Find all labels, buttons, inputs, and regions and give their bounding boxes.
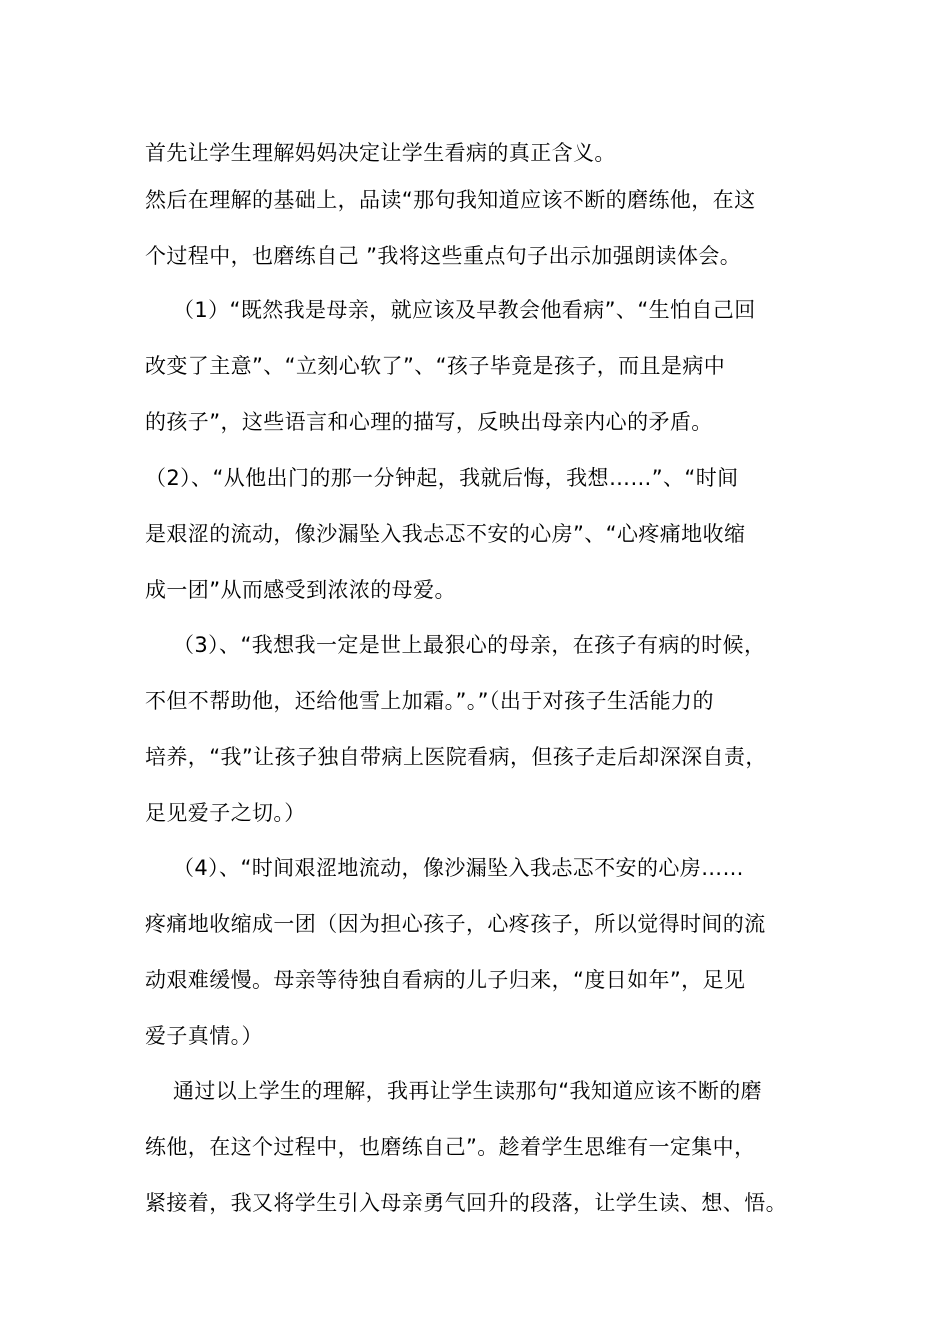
text-line: 首先让学生理解妈妈决定让学生看病的真正含义。 bbox=[145, 141, 616, 165]
text-line: 足见爱子之切。） bbox=[145, 801, 306, 825]
text-line: 练他，在这个过程中，也磨练自己”。趁着学生思维有一定集中， bbox=[145, 1135, 756, 1159]
text-line: 是艰涩的流动，像沙漏坠入我忐忑不安的心房”、“心疼痛地收缩 bbox=[145, 522, 746, 546]
text-line: （4）、“时间艰涩地流动，像沙漏坠入我忐忑不安的心房…… bbox=[173, 856, 744, 880]
text-line: 改变了主意”、“立刻心软了”、“孩子毕竟是孩子，而且是病中 bbox=[145, 354, 726, 378]
text-line: 然后在理解的基础上，品读“那句我知道应该不断的磨练他，在这 bbox=[145, 188, 756, 212]
text-line: （1）“既然我是母亲，就应该及早教会他看病”、“生怕自己回 bbox=[173, 298, 756, 322]
text-line: 个过程中，也磨练自己 ”我将这些重点句子出示加强朗读体会。 bbox=[145, 244, 742, 268]
text-line: 疼痛地收缩成一团（因为担心孩子，心疼孩子，所以觉得时间的流 bbox=[145, 912, 766, 936]
text-line: 的孩子”，这些语言和心理的描写，反映出母亲内心的矛盾。 bbox=[145, 410, 713, 434]
text-line: 培养，“我”让孩子独自带病上医院看病，但孩子走后却深深自责， bbox=[145, 745, 767, 769]
text-line: 成一团”从而感受到浓浓的母爱。 bbox=[145, 578, 456, 602]
text-line: 通过以上学生的理解，我再让学生读那句“我知道应该不断的磨 bbox=[173, 1079, 763, 1103]
text-line: 爱子真情。） bbox=[145, 1024, 263, 1048]
text-line: 紧接着，我又将学生引入母亲勇气回升的段落，让学生读、想、悟。 bbox=[145, 1191, 787, 1215]
text-line: 不但不帮助他，还给他雪上加霜。”。”（出于对孩子生活能力的 bbox=[145, 689, 714, 713]
text-line: （2）、“从他出门的那一分钟起，我就后悔，我想……”、“时间 bbox=[145, 466, 739, 490]
text-line: 动艰难缓慢。母亲等待独自看病的儿子归来，“度日如年”，足见 bbox=[145, 968, 746, 992]
text-line: （3）、“我想我一定是世上最狠心的母亲，在孩子有病的时候， bbox=[173, 633, 766, 657]
